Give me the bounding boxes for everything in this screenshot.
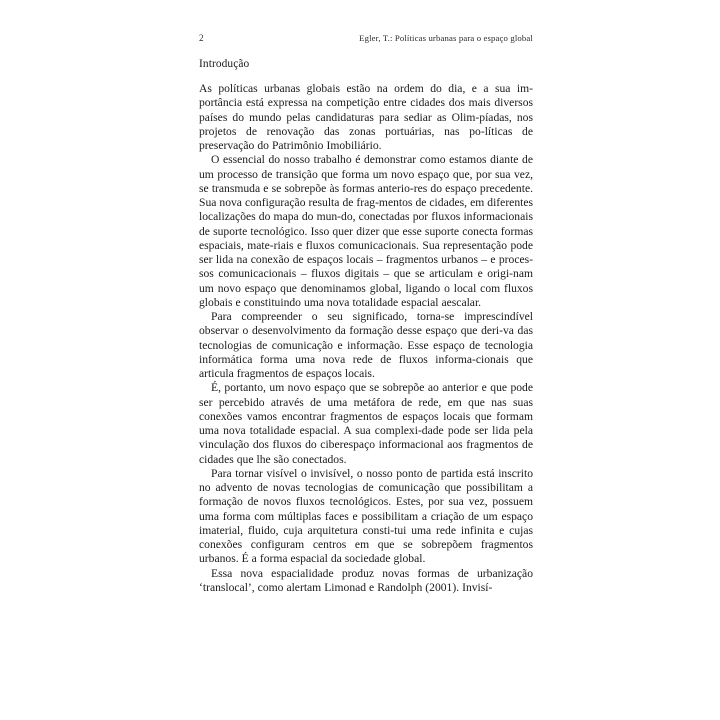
body-paragraph: O essencial do nosso trabalho é demonstrar como estamos diante de um processo de transição que forma um novo espaço que, por sua vez, se transmuda e se sobrepõe às formas anterio-res do espaço precedente. Sua nova configuração resulta de frag-mentos de cidades, em diferentes localizações do mapa do mun-do, conectadas por fluxos informacionais de suporte tecnológico. Isso quer dizer que esse suporte conecta formas espaciais, mate-riais e fluxos comunicacionais. Sua representação pode ser lida na conexão de espaços locais – fragmentos urbanos – e proces-sos comunicacionais – fluxos digitais – que se articulam e origi-nam um novo espaço que denominamos global, ligando o local com fluxos globais e constituindo uma nova totalidade espacial aescalar. — [199, 153, 533, 309]
body-paragraph: Essa nova espacialidade produz novas formas de urbanização ‘translocal’, como alertam Limonad e Randolph (2001). Invisí- — [199, 566, 533, 594]
section-heading: Introdução — [199, 58, 250, 70]
running-head-title: Egler, T.: Políticas urbanas para o espaço global — [359, 33, 533, 43]
running-head — [199, 33, 533, 44]
body-paragraph: Para compreender o seu significado, torna-se imprescindível observar o desenvolvimento da formação desse espaço que deri-va das tecnologias de comunicação e informação. Esse espaço de tecnologia informática forma uma nova rede de fluxos informa-cionais que articula fragmentos de espaços locais. — [199, 310, 533, 381]
body-paragraph: Para tornar visível o invisível, o nosso ponto de partida está inscrito no advento de novas tecnologias de comunicação que possibilitam a formação de novos fluxos tecnológicos. Estes, por sua vez, possuem uma forma com múltiplas faces e possibilitam a criação de um espaço imaterial, fluido, cuja arquitetura consti-tui uma rede infinita e cujas conexões configuram centros em que se sobrepõem fragmentos urbanos. É a forma espacial da sociedade global. — [199, 466, 533, 566]
page-number: 2 — [199, 33, 204, 43]
body-paragraph: As políticas urbanas globais estão na ordem do dia, e a sua im-portância está expressa na competição entre cidades dos mais diversos países do mundo pelas candidaturas para sediar as Olim-píadas, nos projetos de renovação das zonas portuárias, nas po-líticas de preservação do Patrimônio Imobiliário. — [199, 82, 533, 153]
text-block — [199, 57, 533, 595]
body-paragraph: É, portanto, um novo espaço que se sobrepõe ao anterior e que pode ser percebido através de uma metáfora de rede, em que nas suas conexões vamos encontrar fragmentos de espaços locais que formam uma nova totalidade espacial. A sua complexi-dade pode ser lida pela vinculação dos fluxos do ciberespaço informacional aos fragmentos de cidades que lhe são conectados. — [199, 381, 533, 466]
